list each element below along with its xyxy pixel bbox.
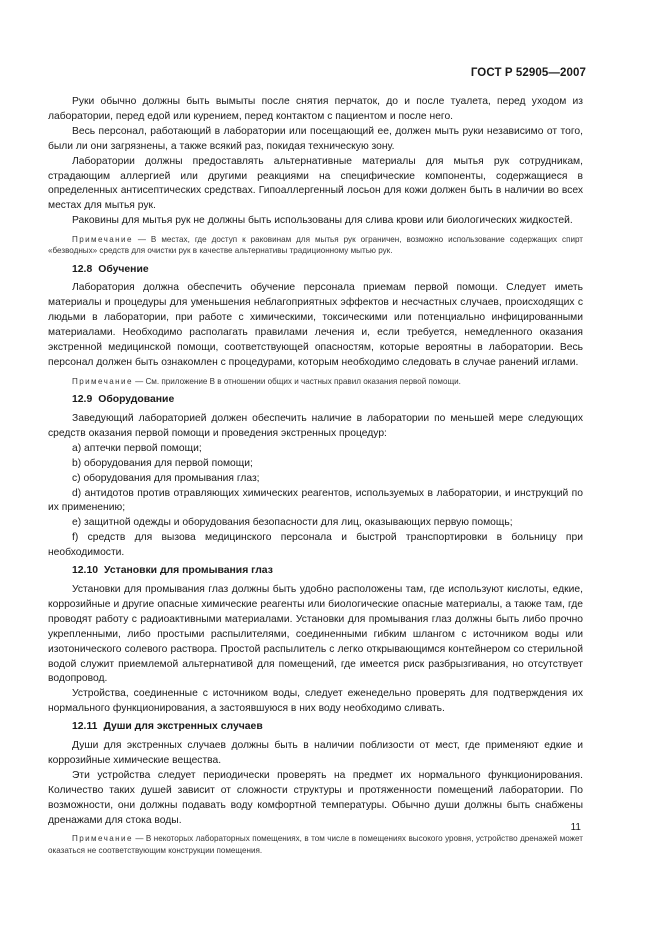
note-label: Примечание (72, 834, 133, 844)
paragraph: Заведующий лабораторией должен обеспечить наличие в лаборатории по меньшей мере следующих средств оказания первой помощи и проведения экстренных процедур: (48, 413, 583, 439)
section-title: Души для экстренных случаев (103, 721, 263, 733)
note-label: Примечание (72, 376, 133, 386)
paragraph: Лаборатории должны предоставлять альтернативные материалы для мытья рук сотрудникам, страдающим аллергией или другими реакциями на специфические компоненты, содержащиеся в определенных антисептических средствах. Гипоаллергенный лосьон для кожи должен быть в наличии во всех местах для мытья рук. (48, 155, 583, 212)
list-item: d) антидотов против отравляющих химических реагентов, используемых в лаборатории, и инструкций по их применению; (48, 487, 583, 514)
paragraph: Установки для промывания глаз должны быть удобно расположены там, где используют кислоты, едкие, коррозийные и другие опасные химические реагенты или биологические опасные материалы, а также там, где проводят работу с радиоактивными материалами. Установки для промывания глаз должны быть либо прочно укрепленными, либо простыми распылителями, соединенными гибким шлангом с источником воды или изотонического солевого раствора. Простой распылитель с легко открывающимся контейнером со стерильной водой служит приемлемой альтернативой для помещений, где имеется риск разбрызгивания, но отсутствует водопровод. (48, 583, 583, 685)
section-title: Обучение (98, 263, 149, 275)
list-item: b) оборудования для первой помощи; (72, 457, 253, 469)
section-heading (72, 263, 583, 278)
list-item: f) средств для вызова медицинского персонала и быстрой транспортировки в больницу при необходимости. (48, 532, 583, 559)
section-number: 12.8 (72, 263, 93, 275)
section-heading (72, 720, 583, 735)
note-text: — В местах, где доступ к раковинам для мытья рук ограничен, возможно использование содержащих спирт «безводных» средств для очистки рук в качестве альтернативы традиционному мытью рук. (48, 235, 583, 256)
note-label: Примечание (72, 235, 133, 245)
section-heading (72, 564, 583, 579)
paragraph: Эти устройства следует периодически проверять на предмет их нормального функционирования. Количество таких душей зависит от сложности структуры и протяженности помещений лаборатории. По возможности, они должны подавать воду комфортной температуры. Обычно души должны быть снабжены дренажами для стока воды. (48, 769, 583, 826)
paragraph: Весь персонал, работающий в лаборатории или посещающий ее, должен мыть руки независимо от того, были ли они загрязнены, а также всякий раз, покидая техническую зону. (48, 125, 583, 152)
note (48, 234, 583, 256)
note-text: — См. приложение В в отношении общих и частных правил оказания первой помощи. (132, 376, 461, 386)
note (48, 376, 583, 387)
list-item: a) аптечки первой помощи; (72, 442, 202, 454)
section-number: 12.9 (72, 394, 93, 406)
note (48, 833, 583, 855)
section-number: 12.10 (72, 565, 99, 577)
page-header: ГОСТ Р 52905—2007 (470, 67, 586, 79)
paragraph: Раковины для мытья рук не должны быть использованы для слива крови или биологических жидкостей. (72, 215, 573, 227)
note-text: — В некоторых лабораторных помещениях, в том числе в помещениях высокого уровня, устройство дренажей может оказаться не соответствующим конструкции помещения. (48, 834, 583, 855)
paragraph: Устройства, соединенные с источником воды, следует еженедельно проверять для подтверждения их нормального функционирования, а застоявшуюся в них воду необходимо сливать. (48, 688, 583, 715)
section-heading (72, 393, 583, 408)
list-item: e) защитной одежды и оборудования безопасности для лиц, оказывающих первую помощь; (72, 517, 513, 529)
paragraph: Души для экстренных случаев должны быть в наличии поблизости от мест, где применяют едкие и коррозийные химические вещества. (48, 740, 583, 766)
list-item: c) оборудования для промывания глаз; (72, 472, 260, 484)
document-body (48, 95, 583, 862)
paragraph: Лаборатория должна обеспечить обучение персонала приемам первой помощи. Следует иметь материалы и процедуры для уменьшения неблагоприятных эффектов и несчастных случаев, происходящих с людьми в лаборатории, при работе с химическими, токсическими или потенциально инфицированными материалами. Необходимо располагать правилами лечения и, если требуется, немедленного оказания экстренной медицинской помощи, соответствующей опасностям, которые вероятны в лаборатории. Весь персонал должен быть ознакомлен с процедурами, которым необходимо следовать в случае ранений иглами. (48, 282, 583, 368)
section-title: Установки для промывания глаз (104, 565, 273, 577)
page-number: 11 (570, 822, 581, 833)
paragraph: Руки обычно должны быть вымыты после снятия перчаток, до и после туалета, перед уходом из лаборатории, перед едой или курением, перед контактом с пациентом и после него. (48, 96, 583, 122)
section-title: Оборудование (98, 394, 175, 406)
section-number: 12.11 (72, 721, 98, 733)
